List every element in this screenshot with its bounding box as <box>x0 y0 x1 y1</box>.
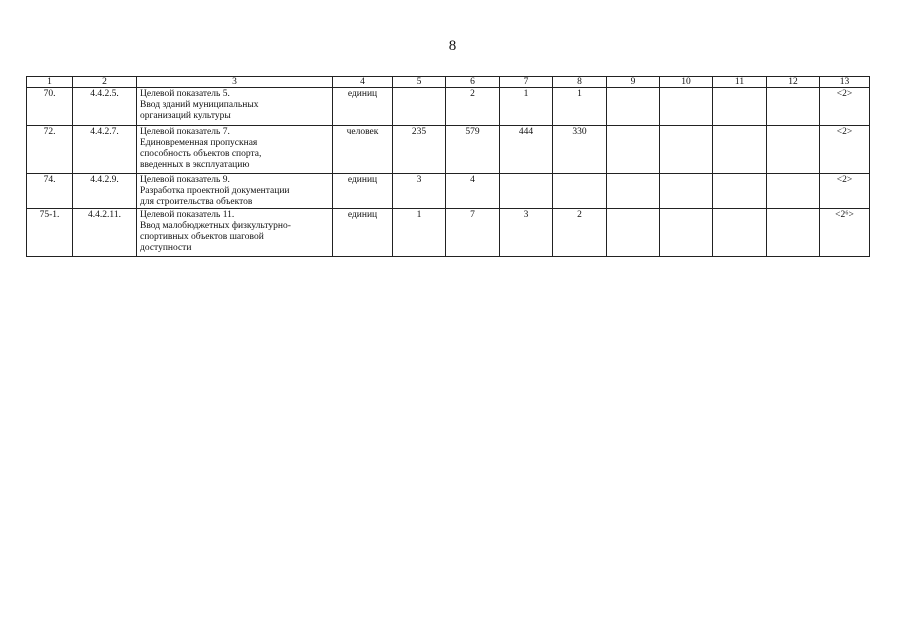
value-cell: 235 <box>393 126 446 174</box>
row-number: 70. <box>27 88 73 126</box>
row-note: <2> <box>820 174 870 209</box>
description-line: спортивных объектов шаговой <box>140 232 264 242</box>
row-code: 4.4.2.11. <box>73 209 137 257</box>
value-cell: 7 <box>446 209 500 257</box>
row-unit: единиц <box>333 174 393 209</box>
description-line: способность объектов спорта, <box>140 149 262 159</box>
row-number: 74. <box>27 174 73 209</box>
table-row <box>27 174 870 209</box>
value-cell <box>713 88 767 126</box>
column-header: 3 <box>137 77 333 88</box>
page-number: 8 <box>448 38 457 54</box>
row-description <box>137 126 333 174</box>
value-cell: 444 <box>500 126 553 174</box>
table-row <box>27 209 870 257</box>
value-cell <box>713 174 767 209</box>
row-note: <2> <box>820 126 870 174</box>
row-unit: единиц <box>333 209 393 257</box>
description-line: Целевой показатель 5. <box>140 89 230 99</box>
value-cell <box>660 88 713 126</box>
column-header: 9 <box>607 77 660 88</box>
value-cell: 2 <box>553 209 607 257</box>
row-description <box>137 209 333 257</box>
value-cell <box>607 88 660 126</box>
row-unit: человек <box>333 126 393 174</box>
value-cell <box>767 88 820 126</box>
column-header: 8 <box>553 77 607 88</box>
column-header: 7 <box>500 77 553 88</box>
table-row <box>27 126 870 174</box>
description-line: Разработка проектной документации <box>140 186 290 196</box>
column-header: 10 <box>660 77 713 88</box>
column-header: 2 <box>73 77 137 88</box>
table-row <box>27 88 870 126</box>
value-cell: 1 <box>553 88 607 126</box>
column-header: 13 <box>820 77 870 88</box>
value-cell <box>607 209 660 257</box>
row-code: 4.4.2.7. <box>73 126 137 174</box>
value-cell <box>607 174 660 209</box>
column-header: 12 <box>767 77 820 88</box>
indicators-table <box>26 76 870 257</box>
column-header: 5 <box>393 77 446 88</box>
row-code: 4.4.2.9. <box>73 174 137 209</box>
column-header: 4 <box>333 77 393 88</box>
value-cell <box>660 174 713 209</box>
description-line: доступности <box>140 243 192 253</box>
value-cell <box>553 174 607 209</box>
value-cell: 2 <box>446 88 500 126</box>
value-cell <box>767 209 820 257</box>
row-description <box>137 174 333 209</box>
value-cell <box>500 174 553 209</box>
column-header: 11 <box>713 77 767 88</box>
description-line: Целевой показатель 9. <box>140 175 230 185</box>
row-number: 72. <box>27 126 73 174</box>
description-line: Ввод зданий муниципальных <box>140 100 259 110</box>
description-line: для строительства объектов <box>140 197 253 207</box>
value-cell <box>713 126 767 174</box>
description-line: Единовременная пропускная <box>140 138 258 148</box>
column-header: 6 <box>446 77 500 88</box>
header-row <box>27 77 870 88</box>
value-cell <box>393 88 446 126</box>
value-cell <box>660 126 713 174</box>
row-code: 4.4.2.5. <box>73 88 137 126</box>
row-description <box>137 88 333 126</box>
value-cell: 4 <box>446 174 500 209</box>
value-cell: 1 <box>393 209 446 257</box>
description-line: Целевой показатель 7. <box>140 127 230 137</box>
description-line: организаций культуры <box>140 111 231 121</box>
row-number: 75-1. <box>27 209 73 257</box>
value-cell: 3 <box>500 209 553 257</box>
value-cell <box>660 209 713 257</box>
description-line: Ввод малобюджетных физкультурно- <box>140 221 291 231</box>
row-note: <2⁶> <box>820 209 870 257</box>
value-cell: 1 <box>500 88 553 126</box>
column-header: 1 <box>27 77 73 88</box>
description-line: Целевой показатель 11. <box>140 210 235 220</box>
value-cell <box>607 126 660 174</box>
value-cell: 3 <box>393 174 446 209</box>
value-cell <box>713 209 767 257</box>
value-cell <box>767 126 820 174</box>
value-cell: 330 <box>553 126 607 174</box>
value-cell: 579 <box>446 126 500 174</box>
row-note: <2> <box>820 88 870 126</box>
value-cell <box>767 174 820 209</box>
row-unit: единиц <box>333 88 393 126</box>
description-line: введенных в эксплуатацию <box>140 160 250 170</box>
